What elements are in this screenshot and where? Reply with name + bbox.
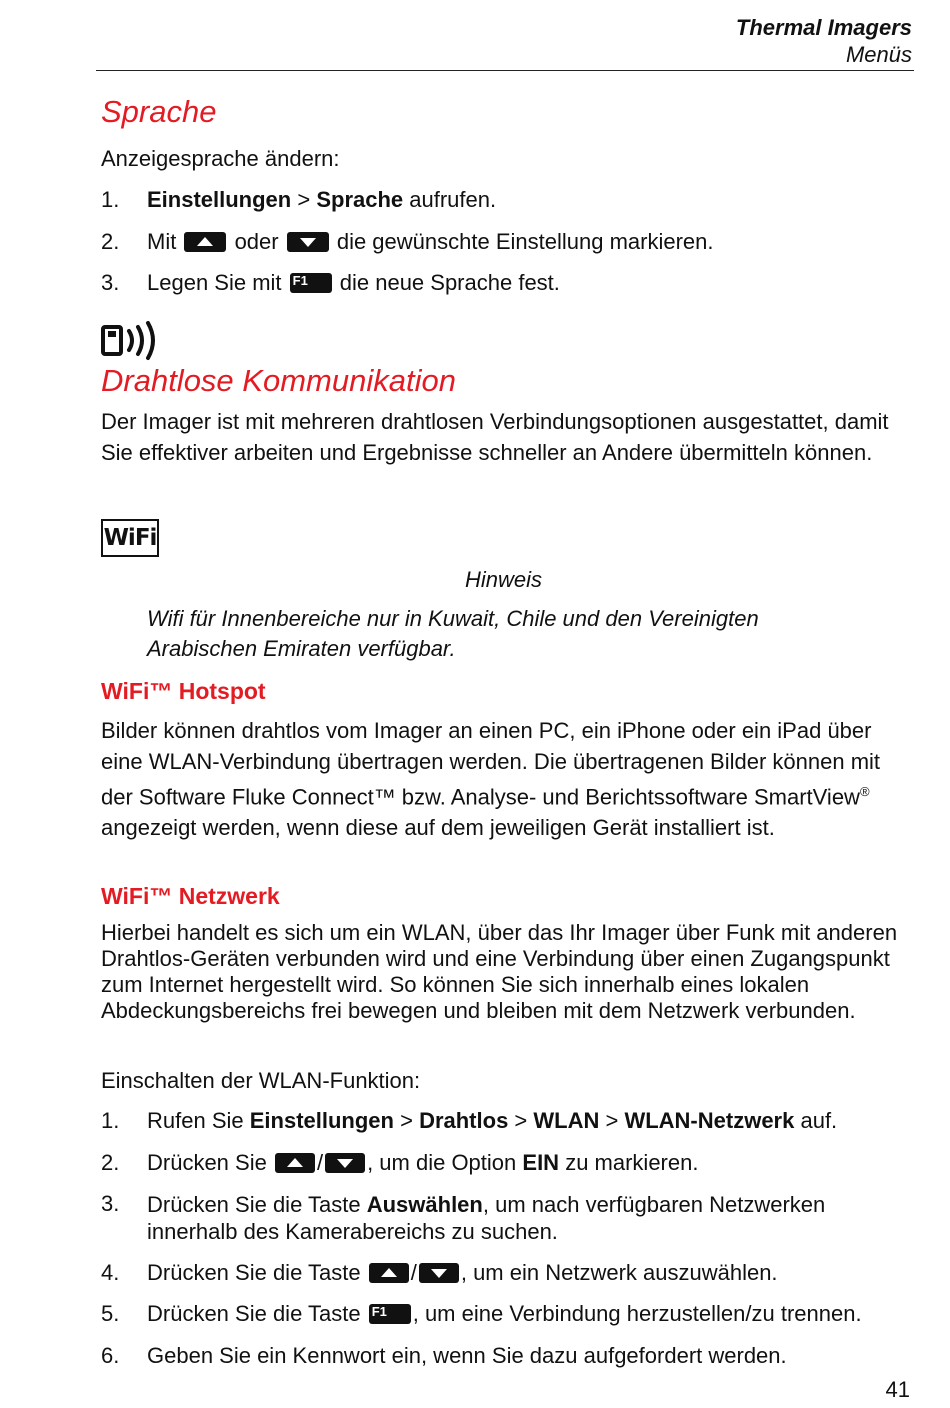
wifi-logo: WiFi: [101, 519, 159, 557]
netzwerk-step-2-number: 2.: [101, 1150, 120, 1175]
arrow-down-key-icon: [419, 1263, 459, 1283]
header-divider: [96, 70, 914, 71]
sprache-step-1: Einstellungen > Sprache aufrufen.: [147, 187, 497, 212]
netzwerk-step-1-number: 1.: [101, 1108, 120, 1133]
wireless-card-icon: [100, 321, 164, 361]
sprache-step-2: Mit oder die gewünschte Einstellung markieren.: [147, 229, 714, 254]
note-text: Wifi für Innenbereiche nur in Kuwait, Chile und den Vereinigten Arabischen Emiraten verfügbar.: [147, 606, 759, 661]
arrow-up-key-icon: [369, 1263, 409, 1283]
netzwerk-step-1: Rufen Sie Einstellungen > Drahtlos > WLAN > WLAN-Netzwerk auf.: [147, 1108, 838, 1133]
arrow-up-key-icon: [275, 1153, 315, 1173]
menu-einstellungen: Einstellungen: [147, 187, 292, 212]
arrow-down-key-icon: [287, 232, 329, 252]
netzwerk-step-5-number: 5.: [101, 1301, 120, 1326]
netzwerk-step-4: Drücken Sie die Taste / , um ein Netzwerk auszuwählen.: [147, 1260, 778, 1285]
netzwerk-step-3-number: 3.: [101, 1191, 120, 1216]
arrow-down-key-icon: [325, 1153, 365, 1173]
note-heading: Hinweis: [465, 567, 543, 592]
heading-drahtlose-kommunikation: Drahtlose Kommunikation: [101, 363, 456, 398]
netzwerk-intro: Einschalten der WLAN-Funktion:: [101, 1068, 421, 1093]
netzwerk-step-6-number: 6.: [101, 1343, 120, 1368]
netzwerk-step-2: Drücken Sie / , um die Option EIN zu markieren.: [147, 1150, 699, 1175]
arrow-up-key-icon: [184, 232, 226, 252]
page-number: 41: [885, 1377, 910, 1402]
heading-sprache: Sprache: [101, 94, 217, 129]
menu-sprache: Sprache: [316, 187, 404, 212]
sprache-step-2-number: 2.: [101, 229, 120, 254]
netzwerk-step-3: Drücken Sie die Taste Auswählen, um nach verfügbaren Netzwerken innerhalb des Kamerabereichs zu suchen.: [147, 1192, 826, 1244]
f1-key-icon: F1: [369, 1304, 411, 1324]
heading-wifi-hotspot: WiFi™ Hotspot: [101, 678, 266, 704]
sprache-intro: Anzeigesprache ändern:: [101, 146, 340, 171]
heading-wifi-netzwerk: WiFi™ Netzwerk: [101, 883, 280, 909]
running-header-title: Thermal Imagers: [735, 15, 912, 40]
netzwerk-paragraph: Hierbei handelt es sich um ein WLAN, über das Ihr Imager über Funk mit anderen Drahtlos-Geräten verbunden wird und eine Verbindung über einen Zugangspunkt zum Internet hergestellt wird. So können Sie sich innerhalb eines lokalen Abdeckungsbereichs frei bewegen und bleiben mit dem Netzwerk verbunden.: [101, 920, 898, 1023]
netzwerk-step-5: Drücken Sie die Taste F1 , um eine Verbindung herzustellen/zu trennen.: [147, 1301, 862, 1326]
netzwerk-step-6: Geben Sie ein Kennwort ein, wenn Sie dazu aufgefordert werden.: [147, 1343, 787, 1368]
wireless-paragraph: Der Imager ist mit mehreren drahtlosen Verbindungsoptionen ausgestattet, damit Sie effektiver arbeiten und Ergebnisse schneller an Andere übermitteln können.: [101, 409, 889, 465]
netzwerk-step-4-number: 4.: [101, 1260, 120, 1285]
sprache-step-3: Legen Sie mit F1 die neue Sprache fest.: [147, 270, 560, 295]
f1-key-icon: F1: [290, 273, 332, 293]
sprache-step-1-number: 1.: [101, 187, 120, 212]
running-header-subtitle: Menüs: [845, 42, 912, 67]
hotspot-paragraph: Bilder können drahtlos vom Imager an einen PC, ein iPhone oder ein iPad über eine WLAN-Verbindung übertragen werden. Die übertragenen Bilder können mit der Software Fluke Connect™ bzw. Analyse- und Berichtssoftware SmartView® angezeigt werden, wenn diese auf dem jeweiligen Gerät installiert ist.: [101, 718, 881, 840]
sprache-step-3-number: 3.: [101, 270, 120, 295]
